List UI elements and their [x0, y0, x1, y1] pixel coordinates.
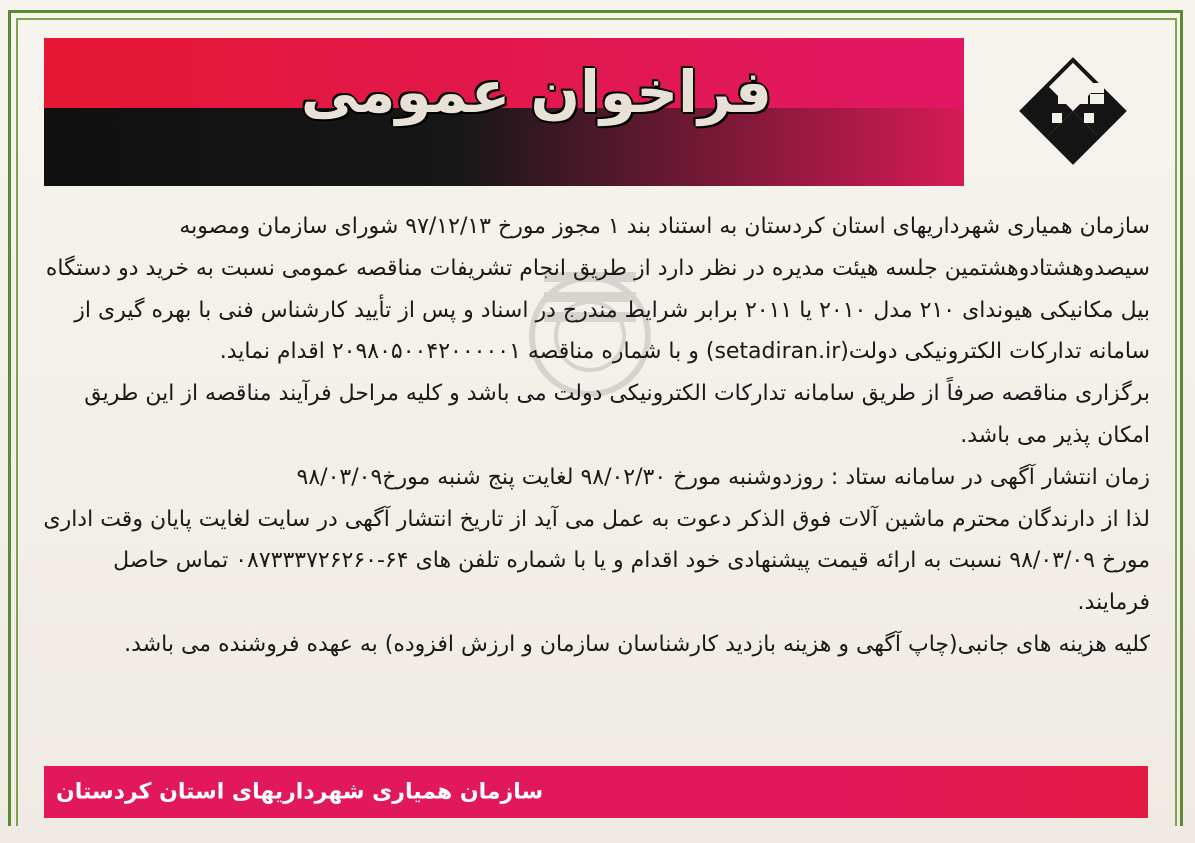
paragraph-4: لذا از دارندگان محترم ماشین آلات فوق الذکر دعوت به عمل می آید از تاریخ انتشار آگهی در سایت لغایت پایان وقت اداری مورخ ۹۸/۰۳/۰۹ نسبت به ارائه قیمت پیشنهادی خود اقدام و یا با شماره تلفن های ۶۴-۰۸۷۳۳۳۷۲۶۲۶۰ تماس حاصل فرمایند. — [43, 506, 1150, 616]
paragraph-2: برگزاری مناقصه صرفاً از طریق سامانه تدارکات الکترونیکی دولت می باشد و کلیه مراحل فرآیند مناقصه از این طریق امکان پذیر می باشد. — [84, 381, 1150, 448]
header-banner — [44, 38, 964, 186]
footer-bar — [44, 766, 1148, 818]
paragraph-5: کلیه هزینه های جانبی(چاپ آگهی و هزینه بازدید کارشناسان سازمان و ارزش افزوده) به عهده فروشنده می باشد. — [124, 631, 1150, 657]
page-title: فراخوان عمومی — [300, 58, 772, 126]
notice-body — [40, 206, 1150, 666]
bottom-paper-edge — [0, 826, 1195, 843]
paragraph-1: سازمان همیاری شهرداریهای استان کردستان به استناد بند ۱ مجوز مورخ ۹۷/۱۲/۱۳ شورای سازمان ومصوبه سیصدوهشتادوهشتمین جلسه هیئت مدیره در نظر دارد از طریق انجام تشریفات مناقصه عمومی نسبت به خرید دو دستگاه بیل مکانیکی هیوندای ۲۱۰ مدل ۲۰۱۰ یا ۲۰۱۱ برابر شرایط مندرج در اسناد و پس از تأیید کارشناس فنی با بهره گیری از سامانه تدارکات الکترونیکی دولت(setadiran.ir) و با شماره مناقصه ۲۰۹۸۰۵۰۰۴۲۰۰۰۰۰۱ اقدام نماید. — [45, 214, 1150, 365]
organization-emblem-icon — [1012, 52, 1134, 174]
paragraph-3: زمان انتشار آگهی در سامانه ستاد : روزدوشنبه مورخ ۹۸/۰۲/۳۰ لغایت پنج شنبه مورخ۹۸/۰۳/۰۹ — [296, 464, 1150, 490]
footer-organization-name: سازمان همیاری شهرداریهای استان کردستان — [56, 779, 544, 805]
